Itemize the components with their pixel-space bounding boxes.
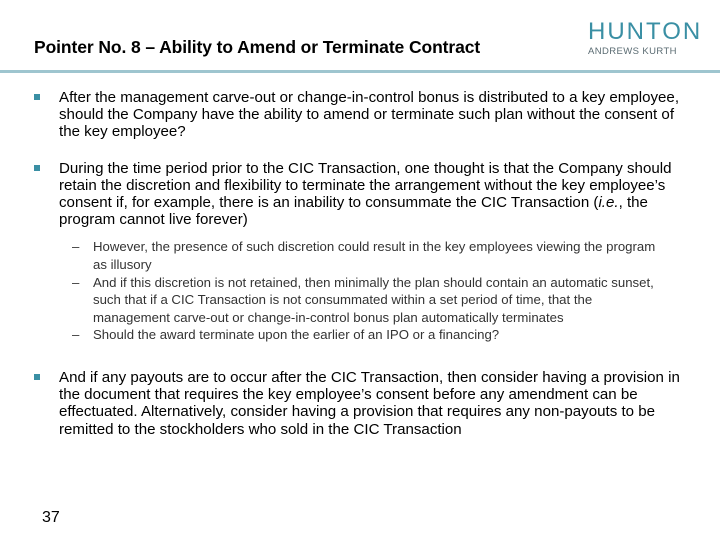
bullet-item bbox=[34, 89, 694, 141]
bullet-item bbox=[34, 369, 694, 438]
sub-bullet-item bbox=[59, 274, 669, 327]
logo-bottom-text: ANDREWS KURTH bbox=[588, 46, 677, 57]
sub-bullet-text: Should the award terminate upon the earlier of an IPO or a financing? bbox=[93, 327, 500, 343]
bullet-text-part: During the time period prior to the CIC Transaction, one thought is that the Company should retain the discretion and flexibility to terminate the arrangement without the key employee’s consent if, for example, there is an inability to consummate the CIC Transaction ( bbox=[59, 159, 672, 212]
bullet-item bbox=[34, 160, 694, 229]
title-divider bbox=[0, 70, 720, 73]
dash-bullet-icon: – bbox=[72, 327, 80, 343]
page-number: 37 bbox=[42, 509, 60, 526]
sub-bullet-item bbox=[59, 326, 669, 344]
slide-title: Pointer No. 8 – Ability to Amend or Terminate Contract bbox=[34, 37, 481, 57]
sub-bullet-text: However, the presence of such discretion could result in the key employees viewing the program as illusory bbox=[93, 239, 656, 273]
bullet-text bbox=[59, 160, 671, 229]
bullet-text: After the management carve-out or change-in-control bonus is distributed to a key employee, should the Company have the ability to amend or terminate such plan without the consent of the key employee? bbox=[59, 89, 680, 141]
hunton-andrews-kurth-logo bbox=[588, 18, 703, 59]
sub-bullet-item bbox=[59, 238, 669, 273]
square-bullet-icon bbox=[34, 94, 40, 100]
dash-bullet-icon: – bbox=[72, 274, 80, 290]
bullet-list bbox=[34, 89, 694, 438]
square-bullet-icon bbox=[34, 374, 40, 380]
sub-bullet-text: And if this discretion is not retained, then minimally the plan should contain an automatic sunset, such that if a CIC Transaction is not consummated within a set period of time, that the management carve-out or change-in-control bonus plan automatically terminates bbox=[93, 274, 654, 325]
square-bullet-icon bbox=[34, 165, 40, 171]
bullet-text-italic: i.e. bbox=[598, 194, 619, 212]
dash-bullet-icon: – bbox=[72, 239, 80, 255]
sub-bullet-list bbox=[59, 238, 669, 344]
logo-top-text: HUNTON bbox=[588, 18, 703, 45]
bullet-text-part: , the program cannot live forever) bbox=[59, 194, 648, 229]
bullet-text: And if any payouts are to occur after the CIC Transaction, then consider having a provision in the document that requires the key employee’s consent before any amendment can be effectuated. Alternatively, consider having a provision that requires any non-payouts to be remitted to the stockholders who sold in the CIC Transaction bbox=[59, 368, 680, 438]
